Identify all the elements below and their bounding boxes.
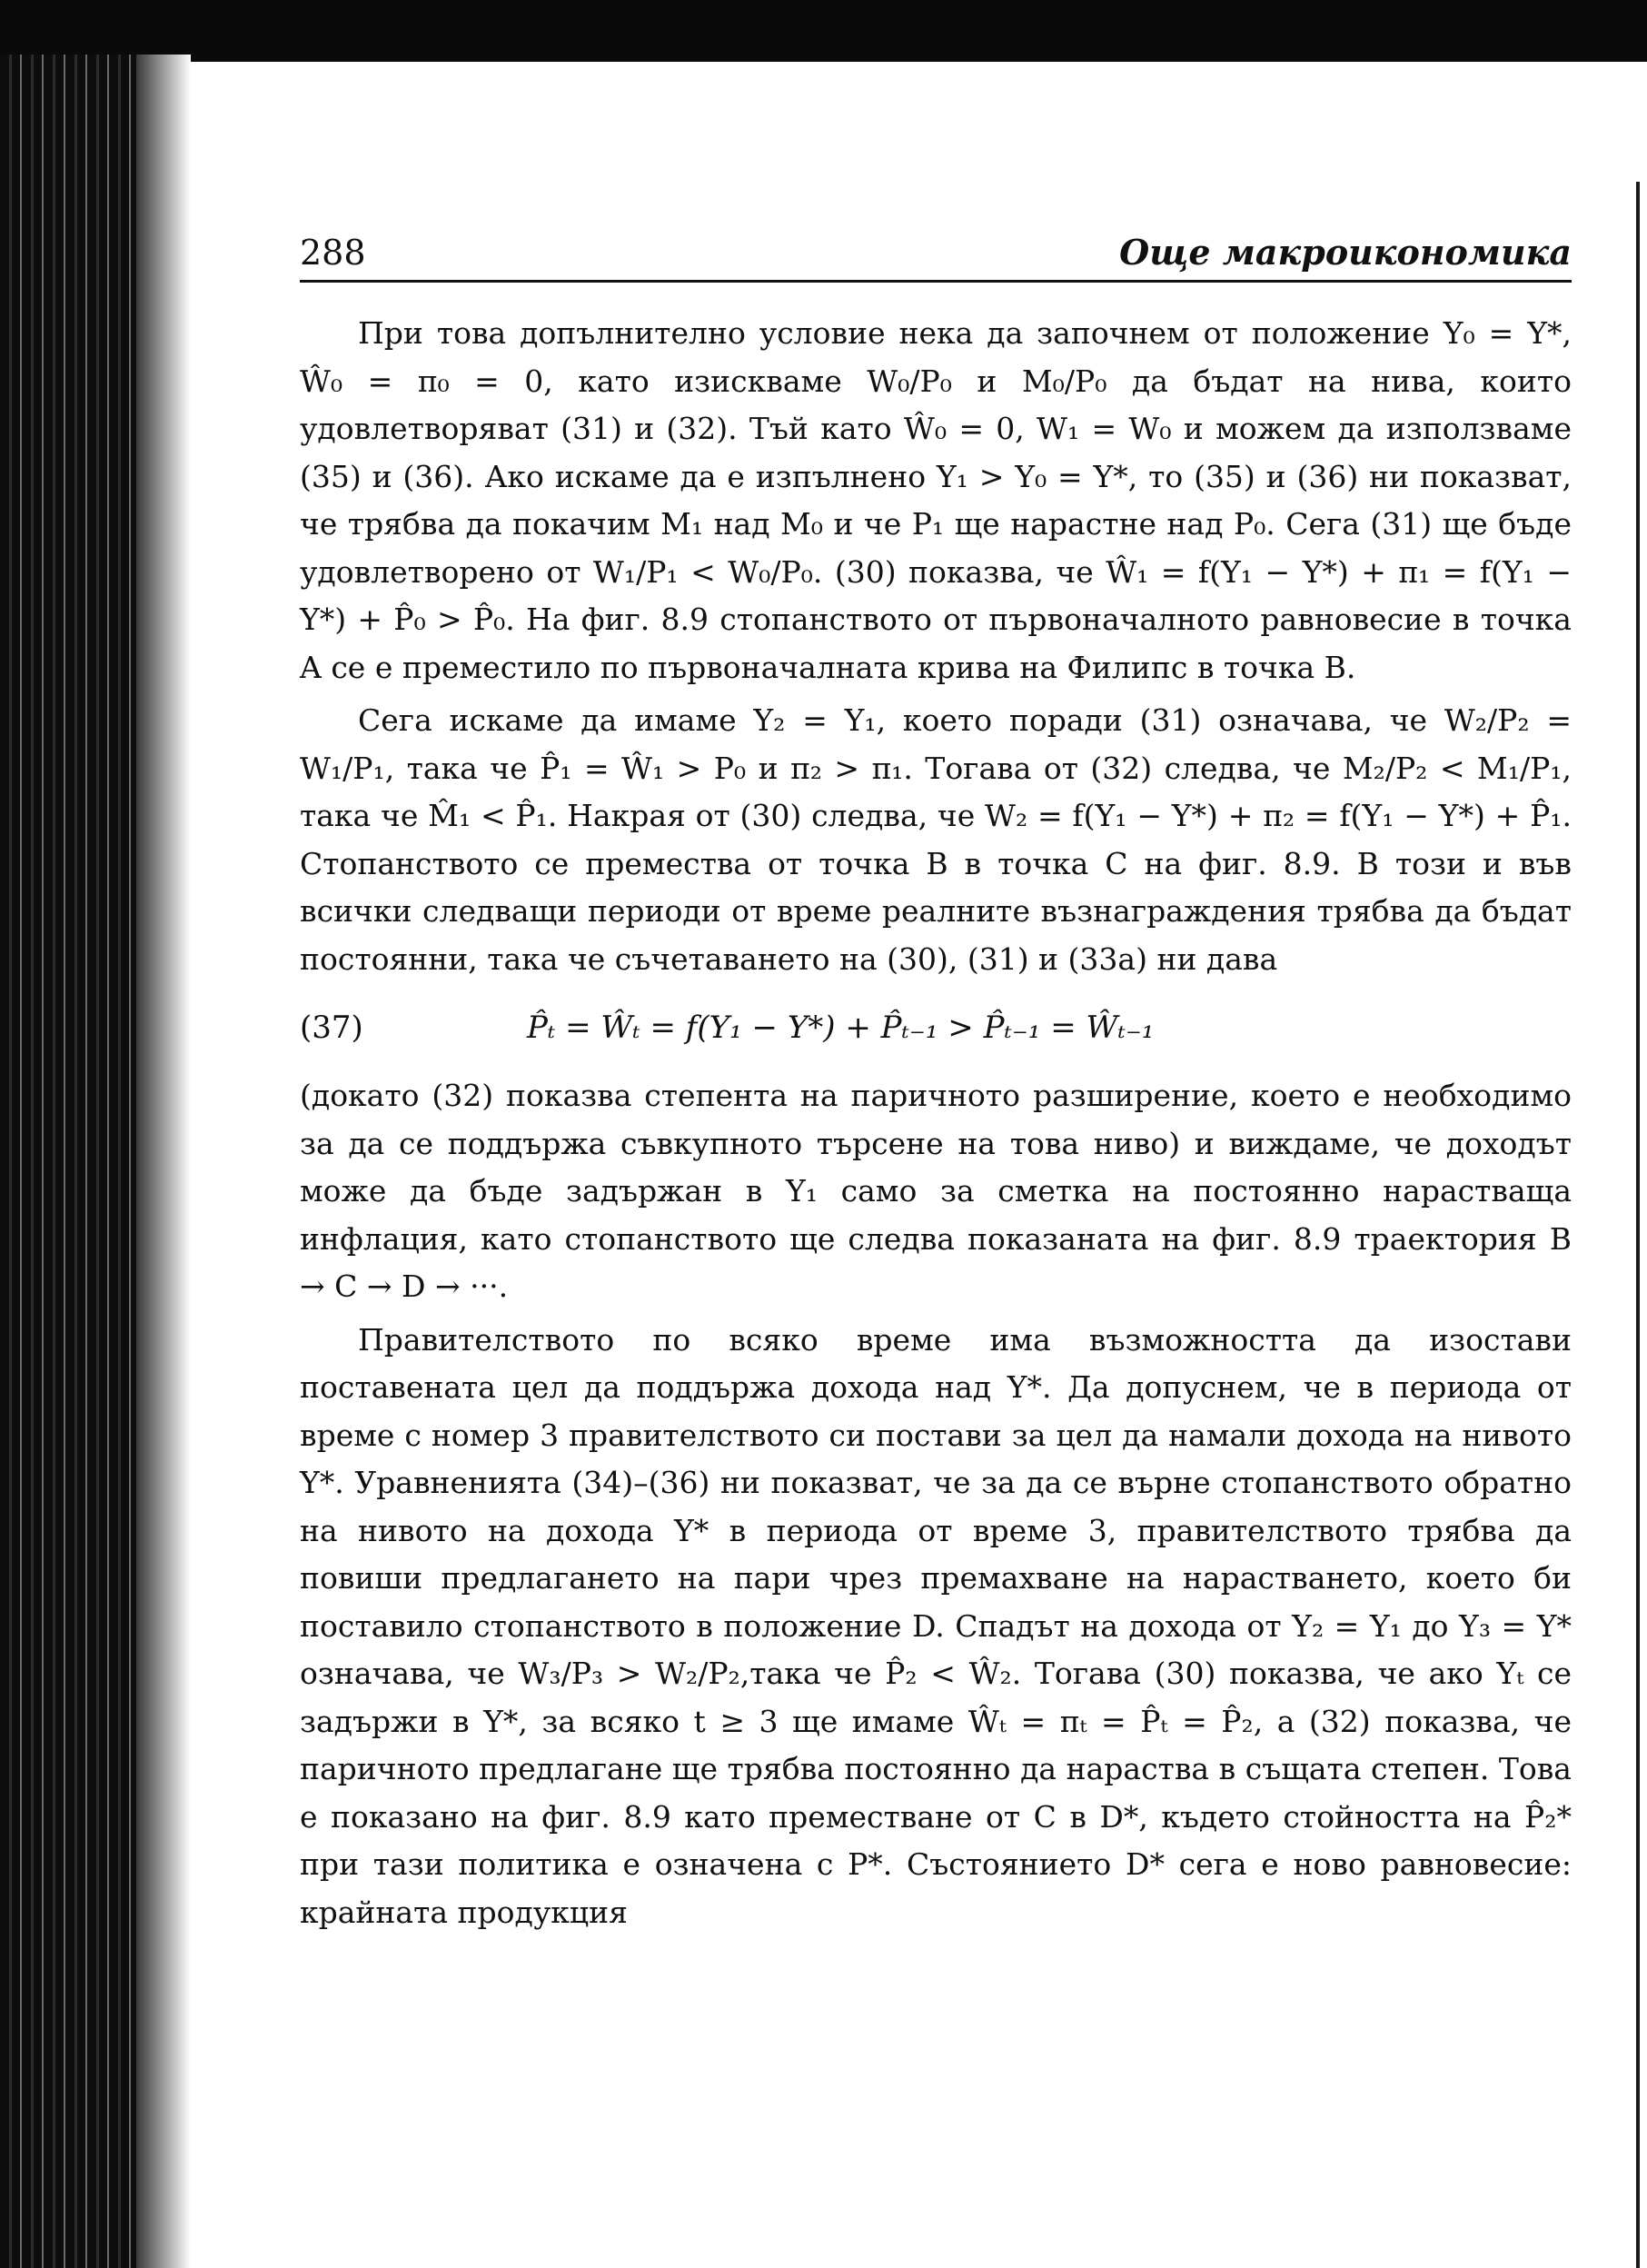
scan-binding-shadow [136,55,191,2268]
equation-number: (37) [300,1010,363,1046]
paragraph-1: При това допълнително условие нека да започнем от положение Y₀ = Y*, Ŵ₀ = π₀ = 0, като изискваме W₀/P₀ и M₀/P₀ да бъдат на нива, които удовлетворяват (31) и (32). Тъй като Ŵ₀ = 0, W₁ = W₀ и можем да използваме (35) и (36). Ако искаме да е изпълнено Y₁ > Y₀ = Y*, то (35) и (36) ни показват, че трябва да покачим M₁ над M₀ и че P₁ ще нарастне над P₀. Сега (31) ще бъде удовлетворено от W₁/P₁ < W₀/P₀. (30) показва, че Ŵ₁ = f(Y₁ − Y*) + π₁ = f(Y₁ − Y*) + P̂₀ > P̂₀. На фиг. 8.9 стопанството от първоначалното равновесие в точка A се е преместило по първоначалната крива на Филипс в точка B. [300,315,1572,685]
page-header [300,232,1572,283]
book-page [300,232,1572,1936]
paragraph-2: Сега искаме да имаме Y₂ = Y₁, което поради (31) означава, че W₂/P₂ = W₁/P₁, така че P̂₁ = Ŵ₁ > P₀ и π₂ > π₁. Тогава от (32) следва, че M₂/P₂ < M₁/P₁, така че M̂₁ < P̂₁. Накрая от (30) следва, че W₂ = f(Y₁ − Y*) + π₂ = f(Y₁ − Y*) + P̂₁. Стопанството се премества от точка B в точка C на фиг. 8.9. В този и във всички следващи периоди от време реалните възнаграждения трябва да бъдат постоянни, така че съчетаването на (30), (31) и (33а) ни дава [300,702,1572,977]
page-number: 288 [300,233,366,273]
equation-body: P̂ₜ = Ŵₜ = f(Y₁ − Y*) + P̂ₜ₋₁ > P̂ₜ₋₁ = Ŵₜ₋₁ [527,1010,1155,1046]
running-title: Още макроикономика [1119,232,1572,273]
paragraph-4: Правителството по всяко време има възможността да изостави поставената цел да поддържа дохода над Y*. Да допуснем, че в периода от време с номер 3 правителството си постави за цел да намали дохода на нивото Y*. Уравненията (34)–(36) ни показват, че за да се върне стопанството обратно на нивото на дохода Y* в периода от време 3, правителството трябва да повиши предлагането на пари чрез премахване на нарастването, което би поставило стопанството в положение D. Спадът на дохода от Y₂ = Y₁ до Y₃ = Y* означава, че W₃/P₃ > W₂/P₂,така че P̂₂ < Ŵ₂. Тогава (30) показва, че ако Yₜ се задържи в Y*, за всяко t ≥ 3 ще имаме Ŵₜ = πₜ = P̂ₜ = P̂₂, а (32) показва, че паричното предлагане ще трябва постоянно да нараства в същата степен. Това е показано на фиг. 8.9 като преместване от C в D*, където стойността на P̂₂* при тази политика е означена с P*. Състоянието D* сега е ново равновесие: крайната продукция [300,1321,1572,1930]
equation-37 [300,989,1572,1067]
scan-binding-edge [0,55,136,2268]
scan-top-border [0,0,1647,62]
scan-right-edge [1631,182,1647,2268]
paragraph-3: (докато (32) показва степента на паричното разширение, което е необходимо за да се поддържа съвкупното търсене на това ниво) и виждаме, че доходът може да бъде задържан в Y₁ само за сметка на постоянно нарастваща инфлация, като стопанството ще следва показаната на фиг. 8.9 траектория B → C → D → ···. [300,1078,1572,1304]
